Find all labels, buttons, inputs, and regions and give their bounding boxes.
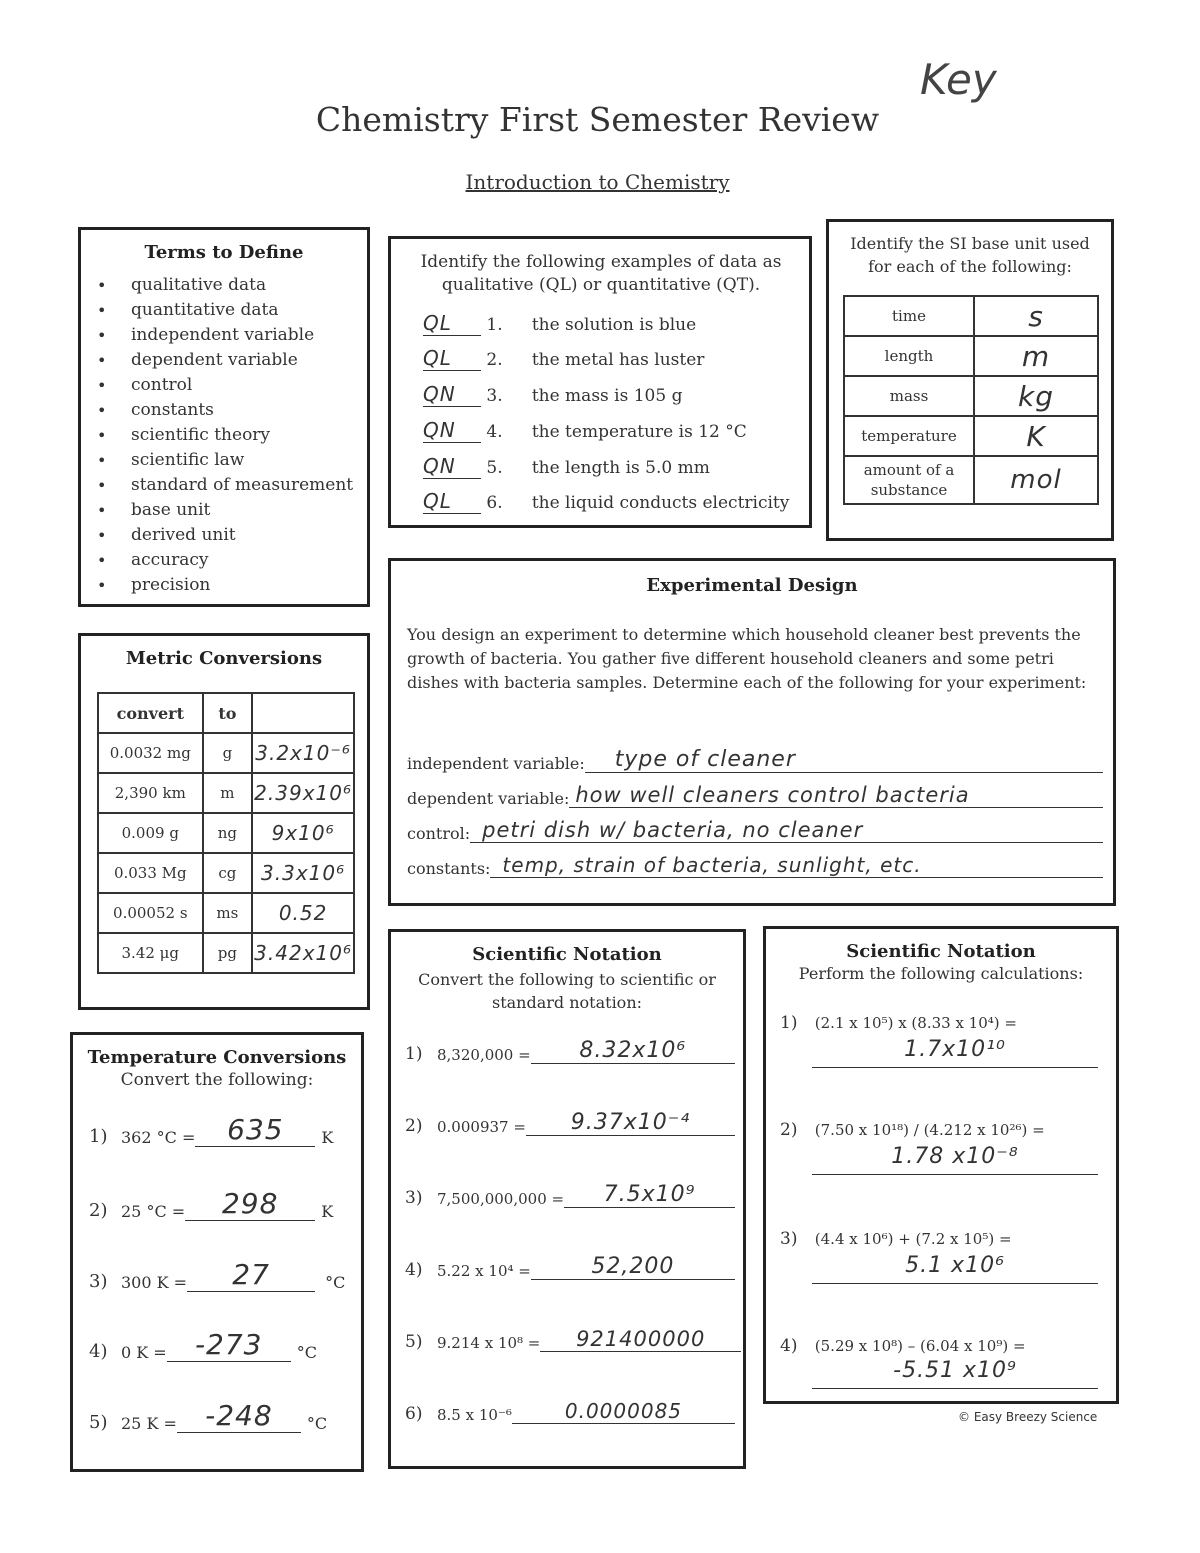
answer-blank: QN (423, 454, 481, 479)
terms-heading: Terms to Define (144, 242, 304, 263)
list-item: 4) 5.22 x 10⁴ = 52,200 (405, 1244, 735, 1280)
metric-table (97, 692, 355, 974)
list-item: • base unit (81, 498, 367, 523)
terms-list (81, 273, 367, 598)
table-row: mass kg (844, 376, 1098, 416)
metric-heading: Metric Conversions (125, 648, 323, 669)
data-type-box (388, 236, 812, 528)
table-row: 0.033 Mg cg 3.3x10⁶ (98, 853, 354, 893)
table-row: amount of a substance mol (844, 456, 1098, 504)
list-item: QN 3. the mass is 105 g (423, 382, 683, 406)
sci-notation-calc-box (763, 926, 1119, 1404)
list-item: 1) (2.1 x 10⁵) x (8.33 x 10⁴) = 1.7x10¹⁰ (780, 1013, 1110, 1068)
sci-notation-instructions: Convert the following to scientific or standard notation: (418, 970, 716, 1012)
list-item: • scientific theory (81, 423, 367, 448)
sci-calc-heading: Scientific Notation (846, 941, 1036, 962)
list-item: 6) 8.5 x 10⁻⁶ 0.0000085 (405, 1388, 735, 1424)
sci-notation-convert-box (388, 929, 746, 1469)
page-title: Chemistry First Semester Review (315, 100, 880, 139)
control-field: control: petri dish w/ bacteria, no cleaner (407, 809, 1103, 843)
list-item: 3) 300 K = 27 °C (89, 1258, 346, 1292)
list-item: 5) 9.214 x 10⁸ = 921400000 (405, 1316, 741, 1352)
list-item: 1) 362 °C = 635 K (89, 1113, 334, 1147)
list-item: • control (81, 373, 367, 398)
list-item: • constants (81, 398, 367, 423)
answer-blank: QN (423, 418, 481, 443)
list-item: • quantitative data (81, 298, 367, 323)
independent-variable-field: independent variable: type of cleaner (407, 739, 1103, 773)
list-item: • precision (81, 573, 367, 598)
table-row: 0.009 g ng 9x10⁶ (98, 813, 354, 853)
answer-blank: QN (423, 382, 481, 407)
list-item: • qualitative data (81, 273, 367, 298)
list-item: • dependent variable (81, 348, 367, 373)
list-item: 2) 25 °C = 298 K (89, 1187, 334, 1221)
experimental-prompt: You design an experiment to determine which household cleaner best prevents the growth of bacteria. You gather five different household cleaners and some petri dishes with bacteria samples. Determine each of the following for your experiment: (407, 625, 1087, 692)
experimental-heading: Experimental Design (646, 575, 858, 596)
constants-field: constants: temp, strain of bacteria, sunlight, etc. (407, 844, 1103, 878)
table-row: 0.0032 mg g 3.2x10⁻⁶ (98, 733, 354, 773)
answer-blank: QL (423, 346, 481, 371)
list-item: QN 4. the temperature is 12 °C (423, 418, 747, 442)
copyright: © Easy Breezy Science (958, 1410, 1098, 1424)
section-subtitle: Introduction to Chemistry (465, 170, 730, 194)
list-item: 3) 7,500,000,000 = 7.5x10⁹ (405, 1172, 735, 1208)
temperature-instructions: Convert the following: (120, 1070, 314, 1090)
dependent-variable-field: dependent variable: how well cleaners control bacteria (407, 774, 1103, 808)
si-units-instructions: Identify the SI base unit used for each of the following: (850, 234, 1090, 276)
table-row: 2,390 km m 2.39x10⁶ (98, 773, 354, 813)
temperature-heading: Temperature Conversions (87, 1047, 347, 1068)
list-item: • standard of measurement (81, 473, 367, 498)
experimental-design-box (388, 558, 1116, 906)
table-row: 3.42 μg pg 3.42x10⁶ (98, 933, 354, 973)
list-item: • accuracy (81, 548, 367, 573)
column-header: to (203, 693, 253, 733)
list-item: • independent variable (81, 323, 367, 348)
list-item: QL 2. the metal has luster (423, 346, 705, 370)
data-type-instructions: Identify the following examples of data as qualitative (QL) or quantitative (QT). (420, 252, 782, 295)
metric-box (78, 633, 370, 1010)
column-header: convert (98, 693, 203, 733)
key-annotation: Key (920, 55, 997, 104)
temperature-box (70, 1032, 364, 1472)
sci-notation-heading: Scientific Notation (472, 944, 662, 965)
table-row: 0.00052 s ms 0.52 (98, 893, 354, 933)
list-item: • scientific law (81, 448, 367, 473)
table-row: time s (844, 296, 1098, 336)
list-item: 5) 25 K = -248 °C (89, 1399, 328, 1433)
table-row: length m (844, 336, 1098, 376)
list-item: 2) 0.000937 = 9.37x10⁻⁴ (405, 1100, 735, 1136)
table-row (98, 693, 354, 733)
list-item: QL 1. the solution is blue (423, 311, 697, 335)
si-units-table (843, 295, 1099, 505)
answer-blank: QL (423, 311, 481, 336)
answer-blank: QL (423, 489, 481, 514)
list-item: QN 5. the length is 5.0 mm (423, 454, 710, 478)
list-item: 4) (5.29 x 10⁸) – (6.04 x 10⁹) = -5.51 x10⁹ (780, 1336, 1110, 1389)
list-item: 3) (4.4 x 10⁶) + (7.2 x 10⁵) = 5.1 x10⁶ (780, 1229, 1110, 1284)
list-item: 1) 8,320,000 = 8.32x10⁶ (405, 1028, 735, 1064)
list-item: QL 6. the liquid conducts electricity (423, 489, 790, 513)
si-units-box (826, 219, 1114, 541)
sci-calc-instructions: Perform the following calculations: (798, 964, 1084, 983)
list-item: 4) 0 K = -273 °C (89, 1328, 317, 1362)
list-item: 2) (7.50 x 10¹⁸) / (4.212 x 10²⁶) = 1.78 x10⁻⁸ (780, 1120, 1110, 1175)
terms-box (78, 227, 370, 607)
table-row: temperature K (844, 416, 1098, 456)
list-item: • derived unit (81, 523, 367, 548)
